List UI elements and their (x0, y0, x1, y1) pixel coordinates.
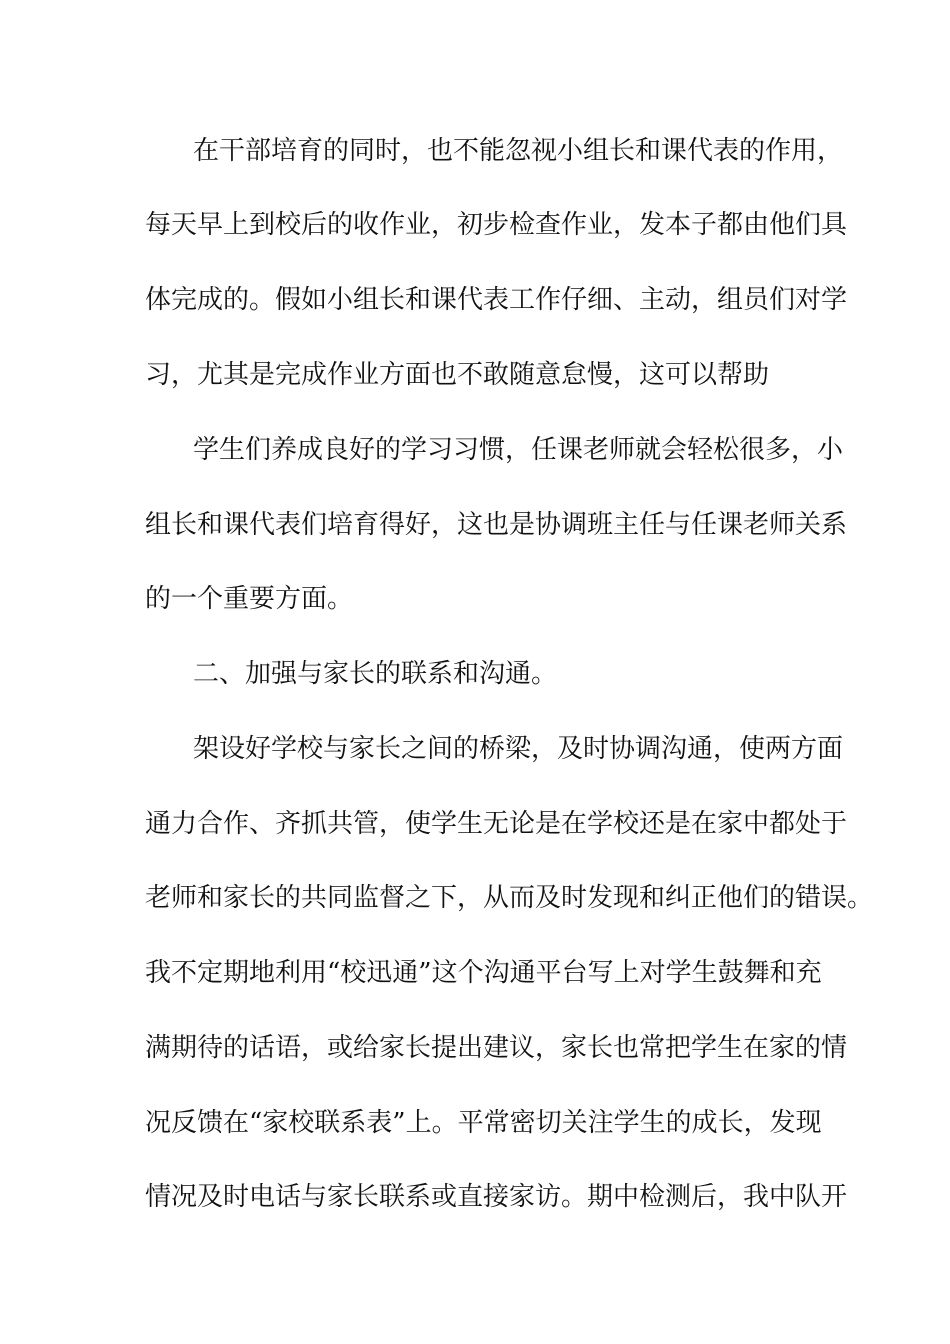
paragraph-line: 我不定期地利用“校迅通”这个沟通平台写上对学生鼓舞和充 (145, 958, 822, 988)
paragraph-line: 通力合作、齐抓共管，使学生无论是在学校还是在家中都处于 (145, 809, 848, 839)
paragraph-line: 架设好学校与家长之间的桥梁，及时协调沟通，使两方面 (193, 734, 844, 764)
paragraph-line: 老师和家长的共同监督之下，从而及时发现和纠正他们的错误。 (145, 883, 874, 913)
paragraph-line: 习，尤其是完成作业方面也不敢随意怠慢，这可以帮助 (145, 360, 770, 390)
paragraph-line: 情况及时电话与家长联系或直接家访。期中检测后，我中队开 (145, 1182, 848, 1212)
paragraph-line: 学生们养成良好的学习习惯，任课老师就会轻松很多，小 (193, 435, 844, 465)
paragraph-line: 组长和课代表们培育得好，这也是协调班主任与任课老师关系 (145, 510, 848, 540)
paragraph-line: 况反馈在“家校联系表”上。平常密切关注学生的成长，发现 (145, 1108, 822, 1138)
paragraph-line: 的一个重要方面。 (145, 584, 354, 614)
paragraph-line: 满期待的话语，或给家长提出建议，家长也常把学生在家的情 (145, 1033, 848, 1063)
paragraph-line: 每天早上到校后的收作业，初步检查作业，发本子都由他们具 (145, 210, 848, 240)
paragraph-line: 在干部培育的同时，也不能忽视小组长和课代表的作用， (193, 136, 844, 166)
paragraph-line: 体完成的。假如小组长和课代表工作仔细、主动，组员们对学 (145, 285, 848, 315)
section-heading: 二、加强与家长的联系和沟通。 (193, 659, 558, 689)
